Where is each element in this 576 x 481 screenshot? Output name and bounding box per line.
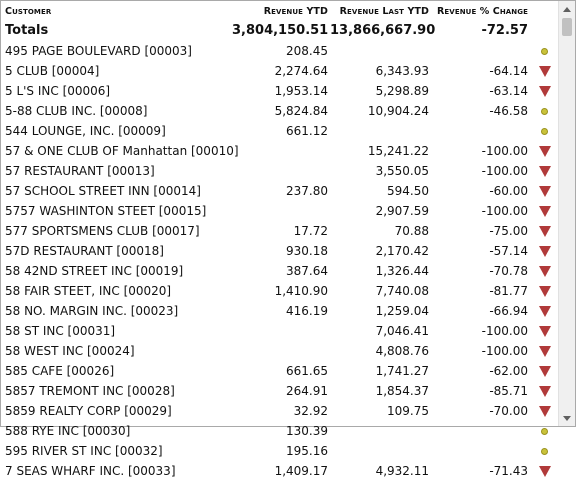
totals-revenue-ytd: 3,804,150.51: [232, 22, 329, 38]
vertical-scrollbar[interactable]: [558, 1, 575, 426]
revenue-ytd-cell: 130.39: [286, 424, 328, 438]
table-row[interactable]: [3, 161, 559, 181]
revenue-last-ytd-cell: 70.88: [394, 224, 429, 238]
indicator-cell: [530, 206, 559, 217]
table-row[interactable]: [3, 181, 559, 201]
revenue-ytd-cell: 661.65: [286, 364, 328, 378]
revenue-last-ytd-cell: 4,808.76: [375, 344, 429, 358]
revenue-ytd-cell: 2,274.64: [274, 64, 328, 78]
table-row[interactable]: [3, 41, 559, 61]
revenue-ytd-cell: 1,953.14: [274, 84, 328, 98]
neutral-dot-icon: [541, 128, 548, 135]
revenue-ytd-cell: 1,409.17: [274, 464, 328, 478]
revenue-last-ytd-cell: 2,170.42: [375, 244, 429, 258]
indicator-cell: [530, 366, 559, 377]
down-triangle-icon: [539, 86, 551, 97]
revenue-last-ytd-cell: 1,741.27: [375, 364, 429, 378]
customer-cell: 57 SCHOOL STREET INN [00014]: [5, 184, 201, 198]
header-revenue-last-ytd[interactable]: Revenue Last YTD: [339, 5, 429, 17]
revenue-last-ytd-cell: 15,241.22: [367, 144, 429, 158]
down-triangle-icon: [539, 326, 551, 337]
indicator-cell: [530, 86, 559, 97]
customer-cell: 5 L'S INC [00006]: [5, 84, 111, 98]
revenue-last-ytd-cell: 109.75: [387, 404, 429, 418]
indicator-cell: [530, 128, 559, 135]
indicator-cell: [530, 386, 559, 397]
revenue-pct-change-cell: -85.71: [489, 384, 528, 398]
revenue-ytd-cell: 264.91: [286, 384, 328, 398]
revenue-ytd-cell: 195.16: [286, 444, 328, 458]
revenue-ytd-cell: 1,410.90: [274, 284, 328, 298]
table-row[interactable]: [3, 361, 559, 381]
indicator-cell: [530, 346, 559, 357]
revenue-last-ytd-cell: 3,550.05: [375, 164, 429, 178]
neutral-dot-icon: [541, 108, 548, 115]
table-row[interactable]: [3, 421, 559, 441]
revenue-pct-change-cell: -63.14: [489, 84, 528, 98]
table-row[interactable]: [3, 81, 559, 101]
indicator-cell: [530, 448, 559, 455]
table-row[interactable]: [3, 201, 559, 221]
customer-cell: 588 RYE INC [00030]: [5, 424, 131, 438]
scrollbar-thumb[interactable]: [562, 18, 572, 36]
revenue-pct-change-cell: -46.58: [489, 104, 528, 118]
revenue-pct-change-cell: -100.00: [481, 144, 528, 158]
scroll-up-button[interactable]: [559, 1, 575, 17]
indicator-cell: [530, 466, 559, 477]
down-triangle-icon: [539, 166, 551, 177]
down-triangle-icon: [539, 266, 551, 277]
revenue-last-ytd-cell: 1,854.37: [375, 384, 429, 398]
revenue-pct-change-cell: -70.00: [489, 404, 528, 418]
revenue-last-ytd-cell: 5,298.89: [375, 84, 429, 98]
customer-cell: 495 PAGE BOULEVARD [00003]: [5, 44, 192, 58]
table-row[interactable]: [3, 221, 559, 241]
customer-cell: 58 WEST INC [00024]: [5, 344, 135, 358]
neutral-dot-icon: [541, 448, 548, 455]
revenue-pct-change-cell: -100.00: [481, 164, 528, 178]
revenue-ytd-cell: 32.92: [293, 404, 328, 418]
indicator-cell: [530, 326, 559, 337]
indicator-cell: [530, 146, 559, 157]
revenue-pct-change-cell: -62.00: [489, 364, 528, 378]
revenue-ytd-cell: 387.64: [286, 264, 328, 278]
revenue-pct-change-cell: -71.43: [489, 464, 528, 478]
chevron-down-icon: [563, 416, 571, 421]
indicator-cell: [530, 406, 559, 417]
revenue-ytd-cell: 5,824.84: [274, 104, 328, 118]
revenue-last-ytd-cell: 7,046.41: [375, 324, 429, 338]
indicator-cell: [530, 186, 559, 197]
down-triangle-icon: [539, 146, 551, 157]
down-triangle-icon: [539, 246, 551, 257]
revenue-last-ytd-cell: 594.50: [387, 184, 429, 198]
header-revenue-ytd[interactable]: Revenue YTD: [263, 5, 328, 17]
customer-cell: 58 FAIR STEET, INC [00020]: [5, 284, 172, 298]
table-row[interactable]: [3, 321, 559, 341]
indicator-cell: [530, 226, 559, 237]
customer-cell: 58 42ND STREET INC [00019]: [5, 264, 184, 278]
down-triangle-icon: [539, 406, 551, 417]
customer-cell: 7 SEAS WHARF INC. [00033]: [5, 464, 176, 478]
down-triangle-icon: [539, 366, 551, 377]
table-row[interactable]: [3, 61, 559, 81]
table-row[interactable]: [3, 381, 559, 401]
down-triangle-icon: [539, 286, 551, 297]
indicator-cell: [530, 428, 559, 435]
customer-cell: 5857 TREMONT INC [00028]: [5, 384, 175, 398]
revenue-last-ytd-cell: 2,907.59: [375, 204, 429, 218]
revenue-ytd-cell: 416.19: [286, 304, 328, 318]
customer-cell: 58 NO. MARGIN INC. [00023]: [5, 304, 179, 318]
table-row[interactable]: [3, 301, 559, 321]
customer-cell: 57 & ONE CLUB OF Manhattan [00010]: [5, 144, 239, 158]
revenue-ytd-cell: 930.18: [286, 244, 328, 258]
revenue-last-ytd-cell: 1,259.04: [375, 304, 429, 318]
revenue-ytd-cell: 208.45: [286, 44, 328, 58]
scroll-down-button[interactable]: [559, 410, 575, 426]
revenue-grid: [3, 3, 559, 478]
customer-cell: 58 ST INC [00031]: [5, 324, 116, 338]
indicator-cell: [530, 246, 559, 257]
indicator-cell: [530, 306, 559, 317]
totals-row: [3, 19, 559, 41]
revenue-last-ytd-cell: 6,343.93: [375, 64, 429, 78]
table-row[interactable]: [3, 261, 559, 281]
header-revenue-pct-change[interactable]: Revenue % Change: [437, 5, 528, 17]
indicator-cell: [530, 166, 559, 177]
indicator-cell: [530, 48, 559, 55]
revenue-last-ytd-cell: 1,326.44: [375, 264, 429, 278]
neutral-dot-icon: [541, 428, 548, 435]
down-triangle-icon: [539, 346, 551, 357]
indicator-cell: [530, 266, 559, 277]
down-triangle-icon: [539, 306, 551, 317]
revenue-pct-change-cell: -60.00: [489, 184, 528, 198]
table-row[interactable]: [3, 281, 559, 301]
totals-label: Totals: [5, 22, 49, 38]
customer-cell: 585 CAFE [00026]: [5, 364, 115, 378]
totals-revenue-pct-change: -72.57: [481, 22, 528, 38]
indicator-cell: [530, 66, 559, 77]
revenue-ytd-cell: 17.72: [293, 224, 328, 238]
table-row[interactable]: [3, 101, 559, 121]
chevron-up-icon: [563, 7, 571, 12]
revenue-pct-change-cell: -70.78: [489, 264, 528, 278]
revenue-pct-change-cell: -64.14: [489, 64, 528, 78]
revenue-pct-change-cell: -100.00: [481, 324, 528, 338]
header-row: [3, 3, 559, 19]
header-customer[interactable]: Customer: [5, 5, 52, 17]
revenue-pct-change-cell: -100.00: [481, 204, 528, 218]
table-row[interactable]: [3, 441, 559, 461]
table-row[interactable]: [3, 141, 559, 161]
revenue-last-ytd-cell: 7,740.08: [375, 284, 429, 298]
data-rows: [3, 41, 559, 481]
customer-cell: 57D RESTAURANT [00018]: [5, 244, 164, 258]
customer-cell: 5 CLUB [00004]: [5, 64, 100, 78]
down-triangle-icon: [539, 66, 551, 77]
revenue-pct-change-cell: -81.77: [489, 284, 528, 298]
indicator-cell: [530, 108, 559, 115]
customer-cell: 577 SPORTSMENS CLUB [00017]: [5, 224, 200, 238]
revenue-pct-change-cell: -75.00: [489, 224, 528, 238]
totals-revenue-last-ytd: 13,866,667.90: [330, 22, 436, 38]
customer-cell: 544 LOUNGE, INC. [00009]: [5, 124, 166, 138]
customer-cell: 5-88 CLUB INC. [00008]: [5, 104, 148, 118]
down-triangle-icon: [539, 186, 551, 197]
down-triangle-icon: [539, 386, 551, 397]
down-triangle-icon: [539, 206, 551, 217]
customer-cell: 5859 REALTY CORP [00029]: [5, 404, 172, 418]
revenue-last-ytd-cell: 10,904.24: [367, 104, 429, 118]
revenue-pct-change-cell: -66.94: [489, 304, 528, 318]
down-triangle-icon: [539, 466, 551, 477]
table-row[interactable]: [3, 121, 559, 141]
revenue-pct-change-cell: -57.14: [489, 244, 528, 258]
revenue-pct-change-cell: -100.00: [481, 344, 528, 358]
neutral-dot-icon: [541, 48, 548, 55]
table-row[interactable]: [3, 461, 559, 481]
revenue-ytd-cell: 237.80: [286, 184, 328, 198]
revenue-last-ytd-cell: 4,932.11: [375, 464, 429, 478]
customer-cell: 57 RESTAURANT [00013]: [5, 164, 155, 178]
table-row[interactable]: [3, 241, 559, 261]
down-triangle-icon: [539, 226, 551, 237]
customer-cell: 595 RIVER ST INC [00032]: [5, 444, 163, 458]
revenue-ytd-cell: 661.12: [286, 124, 328, 138]
table-row[interactable]: [3, 401, 559, 421]
indicator-cell: [530, 286, 559, 297]
customer-cell: 5757 WASHINTON STEET [00015]: [5, 204, 207, 218]
table-row[interactable]: [3, 341, 559, 361]
